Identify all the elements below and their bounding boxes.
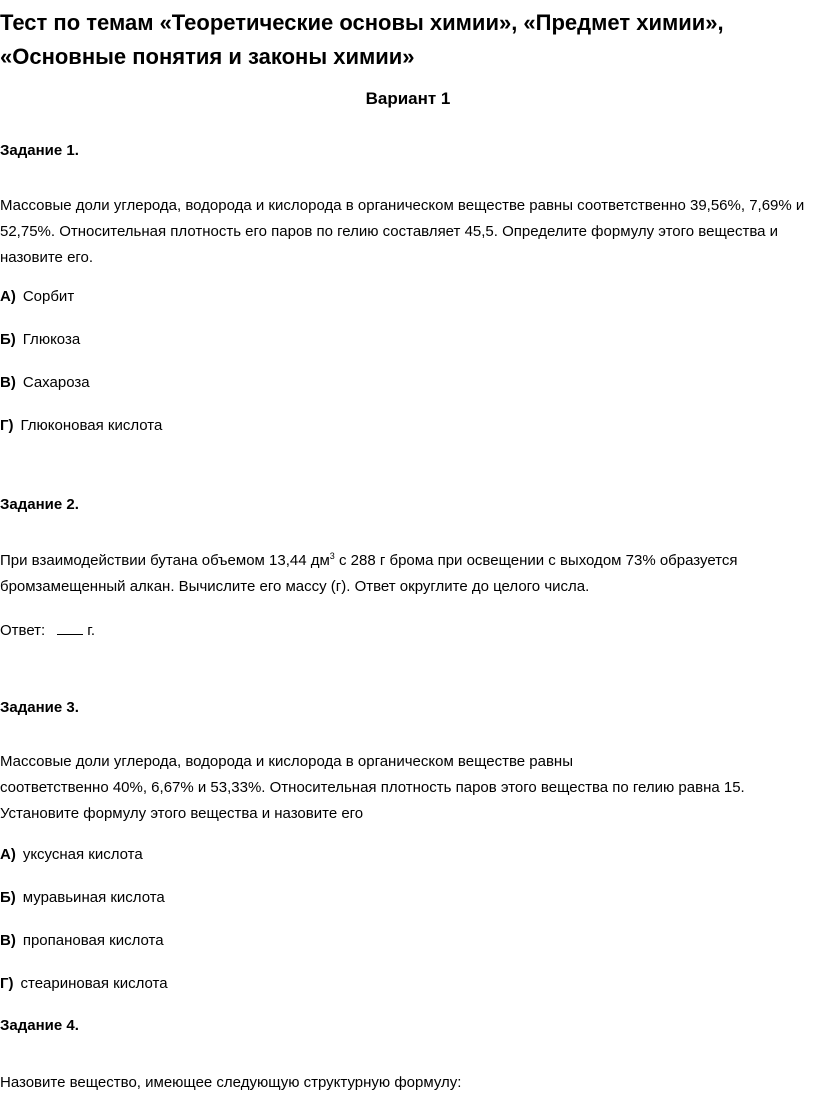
option-text: Сорбит <box>22 288 75 305</box>
option-text: пропановая кислота <box>22 932 164 949</box>
task-1-option-d <box>0 416 162 436</box>
task-2-heading: Задание 2. <box>0 496 79 513</box>
option-letter: Б) <box>0 889 16 906</box>
task-2-answer-line <box>0 620 95 641</box>
option-letter: Г) <box>0 417 14 434</box>
task-3-text-line-3: Установите формулу этого вещества и назовите его <box>0 805 364 822</box>
task-3-option-b <box>0 888 165 908</box>
document-title: Тест по темам «Теоретические основы химии», «Предмет химии», «Основные понятия и законы химии» <box>0 10 724 69</box>
option-letter: А) <box>0 846 16 863</box>
option-letter: Б) <box>0 331 16 348</box>
option-text: уксусная кислота <box>22 846 143 863</box>
option-text: Глюкоза <box>22 331 81 348</box>
task-2-text-start: При взаимодействии бутана объемом 13,44 дм <box>0 552 330 569</box>
option-letter: В) <box>0 932 16 949</box>
task-1-text: Массовые доли углерода, водорода и кислорода в органическом веществе равны соответственно 39,56%, 7,69% и 52,75%. Относительная плотность его паров по гелию составляет 45,5. Определите формулу этого вещества и назовите его. <box>0 197 805 266</box>
answer-unit: г. <box>87 622 96 639</box>
task-3-text <box>0 749 812 827</box>
answer-label: Ответ: <box>0 622 46 639</box>
option-text: муравьиная кислота <box>22 889 165 906</box>
task-3-option-d <box>0 974 168 994</box>
task-1-option-a <box>0 287 74 307</box>
answer-blank[interactable] <box>57 620 83 635</box>
option-letter: В) <box>0 374 16 391</box>
task-1-option-c <box>0 373 90 393</box>
variant-heading: Вариант 1 <box>365 89 451 108</box>
task-1-heading: Задание 1. <box>0 142 79 159</box>
task-2-text <box>0 548 812 600</box>
option-text: стеариновая кислота <box>20 975 168 992</box>
task-2-text-end: с 288 г брома при освещении с выходом 73% образуется бромзамещенный алкан. Вычислите его массу (г). Ответ округлите до целого числа. <box>0 552 738 595</box>
task-3-heading: Задание 3. <box>0 699 79 716</box>
unit-superscript: 3 <box>329 551 335 561</box>
task-3-text-line-2: соответственно 40%, 6,67% и 53,33%. Относительная плотность паров этого вещества по гелию равна 15. <box>0 779 745 796</box>
task-1-option-b <box>0 330 80 350</box>
task-3-option-c <box>0 931 164 951</box>
option-text: Глюконовая кислота <box>20 417 163 434</box>
task-3-text-line-1: Массовые доли углерода, водорода и кислорода в органическом веществе равны <box>0 753 573 770</box>
option-text: Сахароза <box>22 374 90 391</box>
task-3-option-a <box>0 845 143 865</box>
option-letter: Г) <box>0 975 14 992</box>
task-4-heading: Задание 4. <box>0 1017 79 1034</box>
task-4-text: Назовите вещество, имеющее следующую структурную формулу: <box>0 1074 462 1091</box>
option-letter: А) <box>0 288 16 305</box>
